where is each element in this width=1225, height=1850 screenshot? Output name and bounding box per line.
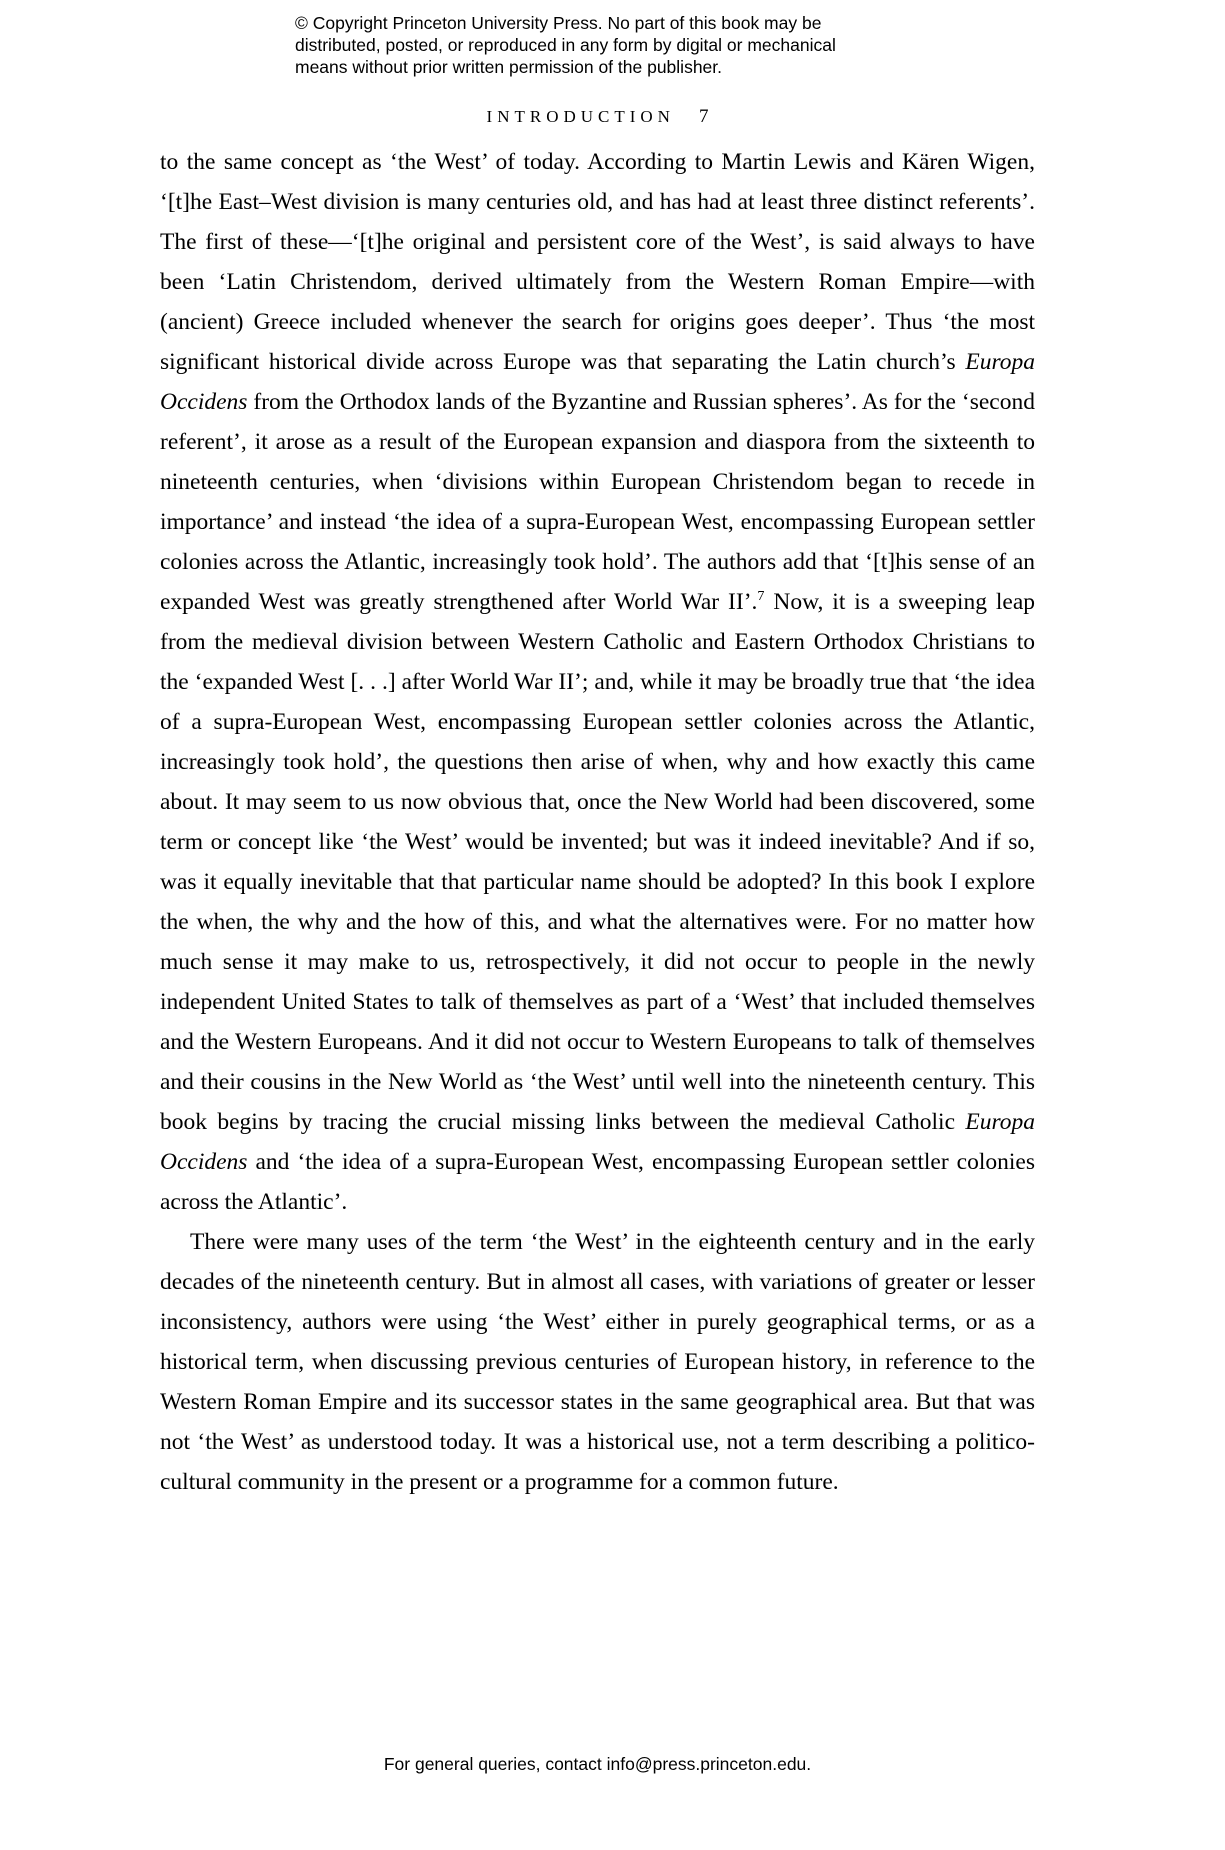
text-run: from the Orthodox lands of the Byzantine and Russian spheres’. As for the ‘second referent’, it arose as a result of the European expansion and diaspora from the sixteenth to nineteenth centuries, when ‘divisions within European Christendom began to recede in importance’ and instead ‘the idea of a supra-European West, encompassing European settler colonies across the Atlantic, increasingly took hold’. The authors add that ‘[t]his sense of an expanded West was greatly strengthened after World War II’. (160, 389, 1035, 615)
text-run: Now, it is a sweeping leap from the medieval division between Western Catholic and Eastern Orthodox Christians to the ‘expanded West [. . .] after World War II’; and, while it may be broadly true that ‘the idea of a supra-European West, encompassing European settler colonies across the Atlantic, increasingly took hold’, the questions then arise of when, why and how exactly this came about. It may seem to us now obvious that, once the New World had been discovered, some term or concept like ‘the West’ would be invented; but was it indeed inevitable? And if so, was it equally inevitable that that particular name should be adopted? In this book I explore the when, the why and the how of this, and what the alternatives were. For no matter how much sense it may make to us, retrospectively, it did not occur to people in the newly independent United States to talk of themselves as part of a ‘West’ that included themselves and the Western Europeans. And it did not occur to Western Europeans to talk of themselves and their cousins in the New World as ‘the West’ until well into the nineteenth century. This book begins by tracing the crucial missing links between the medieval Catholic (160, 589, 1035, 1135)
footer-queries: For general queries, contact info@press.princeton.edu. (383, 1754, 812, 1774)
copyright-notice (295, 12, 855, 78)
running-head (160, 106, 1035, 128)
body-text (160, 142, 1035, 1502)
page-number: 7 (698, 106, 709, 127)
copyright-line-1: © Copyright Princeton University Press. No part of this book may be (295, 13, 822, 33)
paragraph-second (160, 1222, 1035, 1502)
copyright-line-3: means without prior written permission of the publisher. (295, 57, 723, 77)
text-run: Europa Occidens (160, 349, 1035, 415)
text-run: to the same concept as ‘the West’ of today. According to Martin Lewis and Kären Wigen, ‘[t]he East–West division is many centuries old, and has had at least three distinct referents’. The first of these—‘[t]he original and persistent core of the West’, is said always to have been ‘Latin Christendom, derived ultimately from the Western Roman Empire—with (ancient) Greece included whenever the search for origins goes deeper’. Thus ‘the most significant historical divide across Europe was that separating the Latin church’s (160, 149, 1035, 375)
paragraph-continuation (160, 142, 1035, 1222)
text-run: 7 (757, 588, 765, 605)
text-run: and ‘the idea of a supra-European West, encompassing European settler colonies across the Atlantic’. (160, 1149, 1035, 1215)
copyright-line-2: distributed, posted, or reproduced in any form by digital or mechanical (295, 35, 836, 55)
chapter-title: INTRODUCTION (486, 107, 675, 126)
text-run: There were many uses of the term ‘the West’ in the eighteenth century and in the early decades of the nineteenth century. But in almost all cases, with variations of greater or lesser inconsistency, authors were using ‘the West’ either in purely geographical terms, or as a historical term, when discussing previous centuries of European history, in reference to the Western Roman Empire and its successor states in the same geographical area. But that was not ‘the West’ as understood today. It was a historical use, not a term describing a politico-cultural community in the present or a programme for a common future. (160, 1229, 1035, 1495)
text-run: Europa Occidens (160, 1109, 1035, 1175)
